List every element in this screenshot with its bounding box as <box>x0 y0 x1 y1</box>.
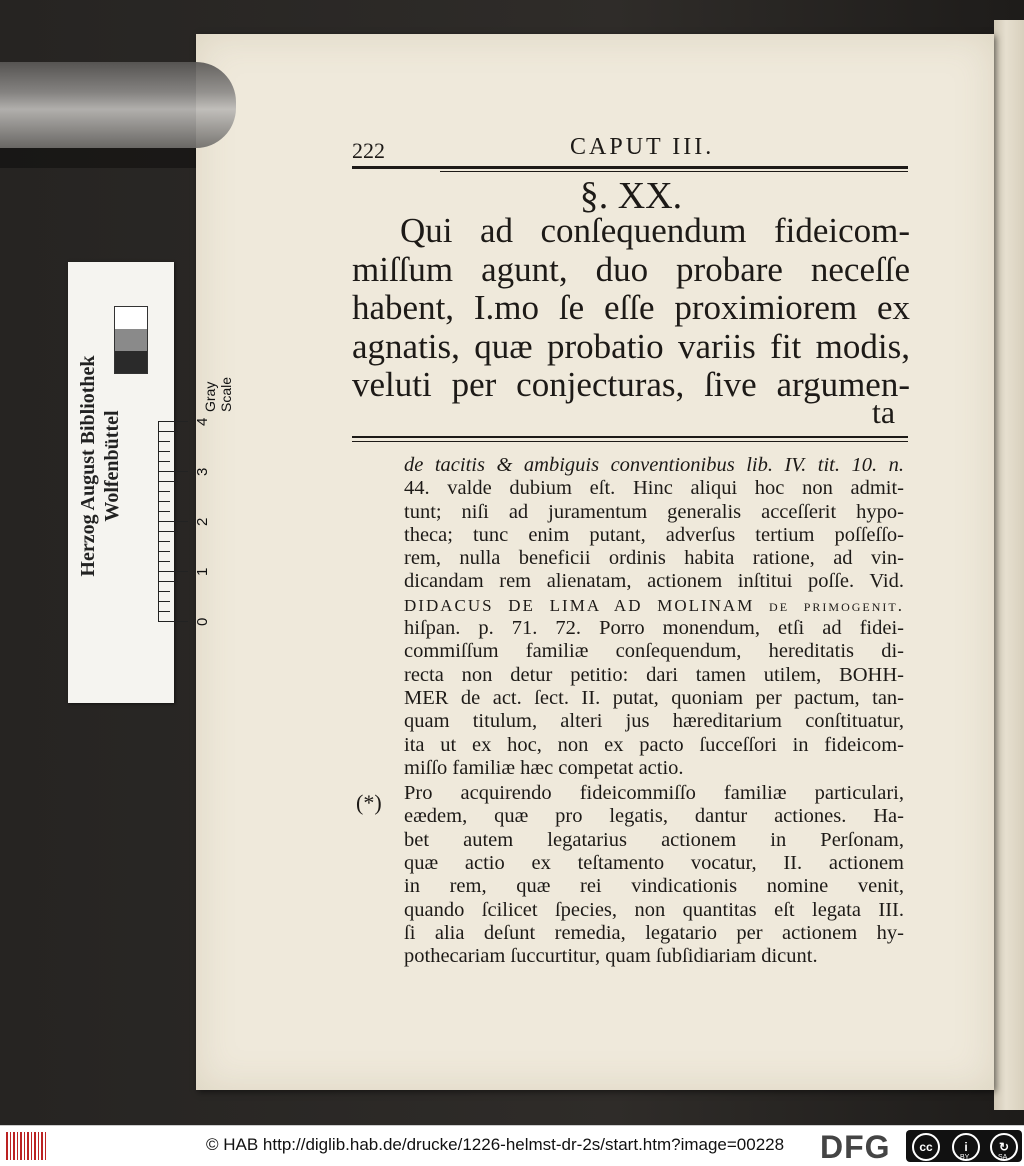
footnote-line: de tacitis & ambiguis conventionibus lib. IV. tit. 10. n. <box>404 454 904 476</box>
header-rule-thin <box>440 171 908 172</box>
footnote-line: MER de act. ſect. II. putat, quoniam per pactum, tan- <box>404 686 904 709</box>
ruler-tick <box>158 421 188 422</box>
footnote-line: miſſo familiæ hæc competat actio. <box>404 756 684 779</box>
main-text-line: agnatis, quæ probatio variis fit modis, <box>352 326 910 366</box>
ruler-tick <box>158 611 170 612</box>
gray-scale-label: Gray Scale <box>202 376 234 412</box>
library-label-line2: Wolfenbüttel <box>101 410 123 522</box>
note-line: quando ſcilicet ſpecies, non quantitas eſt legata III. <box>404 898 904 921</box>
footnote-line: commiſſum familiæ conſequendum, hereditatis di- <box>404 640 904 663</box>
cc-icon: cc <box>912 1133 940 1161</box>
dfg-logo: DFG <box>820 1129 891 1165</box>
swatch-black <box>115 351 147 373</box>
note-line: eædem, quæ pro legatis, dantur actiones. Ha- <box>404 805 904 828</box>
ruler-tick <box>158 441 170 442</box>
library-label-line1: Herzog August Bibliothek <box>77 355 99 577</box>
note-marker: (*) <box>356 790 382 815</box>
ruler-number-0: 0 <box>194 617 211 626</box>
ruler-number-3: 3 <box>194 467 211 476</box>
footnote-block <box>404 454 904 969</box>
main-text-line: veluti per conjecturas, ſive argumen- <box>352 365 910 404</box>
ruler-tick <box>158 511 170 512</box>
note-line: Pro acquirendo fideicommiſſo familiæ particulari, <box>404 782 904 805</box>
clip-shadow <box>0 148 196 168</box>
note-line: quæ actio ex teſtamento vocatur, II. actionem <box>404 852 904 875</box>
footnote-line: ita ut ex hoc, non ex pacto ſucceſſori in fideicom- <box>404 733 904 756</box>
sa-icon: ↻ <box>990 1133 1018 1161</box>
ruler-line <box>158 422 159 622</box>
hab-logo-icon <box>6 1132 46 1160</box>
viewer-footer <box>0 1125 1024 1166</box>
ruler-tick <box>158 581 178 582</box>
footnote-line: rem, nulla beneficii ordinis habita ratione, ad vin- <box>404 547 904 570</box>
footnote-line: recta non detur petitio: dari tamen utilem, BOHH- <box>404 663 904 686</box>
note-line: pothecariam ſuccurtitur, quam ſubſidiariam dicunt. <box>404 945 818 968</box>
by-icon: i <box>952 1133 980 1161</box>
note-line: ſi alia deſunt remedia, legatario per actionem hy- <box>404 921 904 944</box>
section-heading: §. XX. <box>579 175 683 217</box>
ruler-tick <box>158 481 178 482</box>
footnote-line: DIDACUS DE LIMA AD MOLINAM de primogenit. <box>404 595 904 615</box>
ruler-tick <box>158 521 188 522</box>
ruler-tick <box>158 571 188 572</box>
header-rule <box>352 166 908 169</box>
sa-label: SA <box>998 1154 1008 1161</box>
main-text-line: Qui ad conſequendum fideicom- <box>400 211 910 250</box>
ruler-tick <box>158 551 170 552</box>
ruler-number-4: 4 <box>194 417 211 426</box>
cc-license-badge[interactable] <box>906 1130 1022 1162</box>
ruler-tick <box>158 531 178 532</box>
ruler-tick <box>158 431 178 432</box>
ruler-tick <box>158 501 170 502</box>
ruler-number-2: 2 <box>194 517 211 526</box>
ruler-tick <box>158 541 170 542</box>
page-number: 222 <box>352 138 385 163</box>
ruler-tick <box>158 601 170 602</box>
footnote-line: 44. valde dubium eſt. Hinc aliqui hoc non admit- <box>404 477 904 500</box>
footnote-line: theca; tunc enim putant, adverſus tertium poſſeſſo- <box>404 523 904 546</box>
main-text <box>352 212 910 405</box>
swatch-white <box>115 307 147 329</box>
page-clip <box>0 62 236 148</box>
running-head: CAPUT III. <box>570 134 715 160</box>
ruler-tick <box>158 471 188 472</box>
catchword: ta <box>872 394 896 430</box>
centimeter-ruler <box>158 362 234 626</box>
gray-scale-card <box>68 262 234 703</box>
note-line: in rem, quæ rei vindicationis nomine venit, <box>404 875 904 898</box>
ruler-tick <box>158 451 170 452</box>
permalink-text[interactable]: © HAB http://diglib.hab.de/drucke/1226-helmst-dr-2s/start.htm?image=00228 <box>206 1135 785 1154</box>
next-page-edge <box>994 20 1024 1110</box>
footnote-rule <box>352 436 908 438</box>
ruler-tick <box>158 461 170 462</box>
footnote-line: quam titulum, alteri jus hæreditarium conſtituatur, <box>404 710 904 733</box>
gray-swatches <box>114 306 148 374</box>
ruler-tick <box>158 591 170 592</box>
by-label: BY <box>960 1154 970 1161</box>
note-line: bet autem legatarius actionem in Perſonam, <box>404 828 904 851</box>
ruler-tick <box>158 621 188 622</box>
main-text-line: miſſum agunt, duo probare neceſſe <box>352 249 910 289</box>
footnote-rule-thin <box>352 441 908 442</box>
main-text-line: habent, I.mo ſe eſſe proximiorem ex <box>352 288 910 327</box>
footnote-line: hiſpan. p. 71. 72. Porro monendum, etſi ad fidei- <box>404 617 904 640</box>
footnote-line: dicandam rem alienatam, actionem inſtitui poſſe. Vid. <box>404 570 904 593</box>
footnote-line: tunt; niſi ad juramentum generalis acceſſerit hypo- <box>404 500 904 523</box>
ruler-number-1: 1 <box>194 567 211 576</box>
swatch-gray <box>115 329 147 351</box>
ruler-tick <box>158 561 170 562</box>
ruler-tick <box>158 491 170 492</box>
